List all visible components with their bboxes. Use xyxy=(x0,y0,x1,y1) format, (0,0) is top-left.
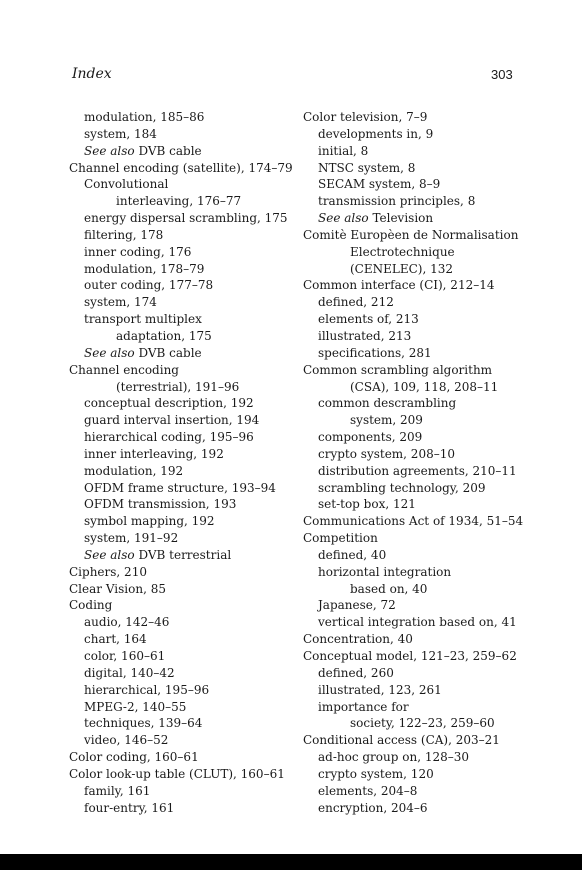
index-entry xyxy=(69,160,291,177)
index-entry xyxy=(69,564,291,581)
bottom-bar xyxy=(0,854,582,870)
index-entry xyxy=(303,294,543,311)
index-entry xyxy=(69,631,291,648)
index-entry-text: modulation, 178–79 xyxy=(84,261,205,276)
index-entry-text: Color coding, 160–61 xyxy=(69,750,199,765)
index-entry xyxy=(69,345,291,362)
index-entry xyxy=(303,143,543,160)
index-entry-text: encryption, 204–6 xyxy=(318,800,428,815)
index-entry xyxy=(303,715,543,732)
index-entry-text: based on, 40 xyxy=(350,581,428,596)
index-entry xyxy=(69,395,291,412)
index-entry xyxy=(303,362,543,379)
index-entry-text: MPEG-2, 140–55 xyxy=(84,699,187,714)
index-entry-text: DVB terrestrial xyxy=(134,547,232,562)
index-entry-text: elements, 204–8 xyxy=(318,783,418,798)
index-entry xyxy=(303,564,543,581)
index-entry-text: guard interval insertion, 194 xyxy=(84,413,260,428)
index-entry xyxy=(69,513,291,530)
index-entry xyxy=(303,412,543,429)
index-entry-text: components, 209 xyxy=(318,430,423,445)
index-entry-text: set-top box, 121 xyxy=(318,497,416,512)
index-entry-text: hierarchical, 195–96 xyxy=(84,682,210,697)
index-entry-text: Communications Act of 1934, 51–54 xyxy=(303,514,524,529)
index-entry xyxy=(303,783,543,800)
index-entry xyxy=(69,429,291,446)
index-entry xyxy=(69,597,291,614)
index-entry xyxy=(303,648,543,665)
running-header-title: Index xyxy=(72,66,112,82)
index-entry xyxy=(69,176,291,193)
index-entry xyxy=(303,244,543,261)
index-entry-text: system, 191–92 xyxy=(84,531,179,546)
index-entry xyxy=(69,362,291,379)
index-entry-text: audio, 142–46 xyxy=(84,615,170,630)
index-entry xyxy=(303,160,543,177)
index-entry xyxy=(69,699,291,716)
index-entry xyxy=(69,530,291,547)
see-also-label: See also xyxy=(84,345,135,360)
index-entry-text: Comitè Europèen de Normalisation xyxy=(303,227,519,242)
index-entry xyxy=(69,412,291,429)
index-entry xyxy=(69,328,291,345)
see-also-label: See also xyxy=(318,211,369,226)
index-entry-text: Conceptual model, 121–23, 259–62 xyxy=(303,649,517,663)
index-entry-text: filtering, 178 xyxy=(84,227,164,242)
index-entry xyxy=(303,379,543,396)
index-entry-text: defined, 260 xyxy=(318,665,394,680)
index-column-left xyxy=(69,109,291,816)
index-entry xyxy=(69,648,291,665)
index-entry xyxy=(303,766,543,783)
index-entry xyxy=(303,395,543,412)
index-entry-text: defined, 212 xyxy=(318,295,394,310)
index-entry xyxy=(69,783,291,800)
index-entry-text: scrambling technology, 209 xyxy=(318,480,486,495)
index-entry xyxy=(69,749,291,766)
index-entry-text: (terrestrial), 191–96 xyxy=(116,379,240,394)
index-entry-text: horizontal integration xyxy=(318,564,452,579)
index-entry-text: system, 184 xyxy=(84,126,157,141)
index-entry-text: inner coding, 176 xyxy=(84,244,192,259)
index-entry xyxy=(69,614,291,631)
index-entry-text: DVB cable xyxy=(134,143,202,158)
index-entry xyxy=(69,109,291,126)
index-entry xyxy=(303,345,543,362)
index-entry-text: video, 146–52 xyxy=(84,733,169,748)
index-entry xyxy=(69,547,291,564)
index-entry-text: Concentration, 40 xyxy=(303,632,413,647)
index-entry-text: vertical integration based on, 41 xyxy=(318,615,517,630)
index-entry xyxy=(69,766,291,783)
index-entry xyxy=(69,800,291,817)
index-entry-text: SECAM system, 8–9 xyxy=(318,177,441,192)
index-entry xyxy=(303,732,543,749)
index-entry xyxy=(69,210,291,227)
page-number: 303 xyxy=(491,67,513,82)
index-entry-text: Electrotechnique xyxy=(350,244,455,259)
index-entry xyxy=(303,463,543,480)
index-entry xyxy=(303,496,543,513)
index-entry xyxy=(303,665,543,682)
index-column-right xyxy=(303,109,543,816)
index-entry xyxy=(69,446,291,463)
index-entry xyxy=(303,261,543,278)
index-entry-text: initial, 8 xyxy=(318,143,369,158)
index-entry xyxy=(69,581,291,598)
index-entry xyxy=(303,193,543,210)
index-entry xyxy=(303,311,543,328)
index-entry xyxy=(69,379,291,396)
index-entry-text: techniques, 139–64 xyxy=(84,716,203,731)
index-entry xyxy=(69,665,291,682)
index-entry-text: digital, 140–42 xyxy=(84,665,175,680)
index-entry-text: OFDM frame structure, 193–94 xyxy=(84,480,276,495)
index-entry-text: illustrated, 123, 261 xyxy=(318,682,442,697)
index-entry xyxy=(303,699,543,716)
index-entry xyxy=(303,446,543,463)
index-entry-text: distribution agreements, 210–11 xyxy=(318,463,517,478)
index-entry-text: (CENELEC), 132 xyxy=(350,261,454,276)
index-entry-text: importance for xyxy=(318,699,409,714)
index-entry-text: Clear Vision, 85 xyxy=(69,581,166,596)
index-entry xyxy=(303,800,543,817)
index-entry xyxy=(303,749,543,766)
index-entry-text: ad-hoc group on, 128–30 xyxy=(318,750,470,765)
index-entry-text: chart, 164 xyxy=(84,632,147,647)
index-entry xyxy=(69,496,291,513)
index-entry-text: society, 122–23, 259–60 xyxy=(350,716,495,731)
index-entry xyxy=(303,227,543,244)
index-entry-text: DVB cable xyxy=(134,345,202,360)
index-entry-text: adaptation, 175 xyxy=(116,328,212,343)
index-entry xyxy=(303,682,543,699)
index-entry-text: Conditional access (CA), 203–21 xyxy=(303,733,500,748)
index-entry-text: energy dispersal scrambling, 175 xyxy=(84,211,288,226)
index-entry-text: Japanese, 72 xyxy=(318,598,396,613)
index-entry xyxy=(303,277,543,294)
index-entry-text: modulation, 192 xyxy=(84,463,184,478)
see-also-label: See also xyxy=(84,143,135,158)
index-entry xyxy=(69,480,291,497)
index-entry-text: OFDM transmission, 193 xyxy=(84,497,237,512)
index-entry-text: Coding xyxy=(69,598,113,613)
index-entry xyxy=(303,429,543,446)
index-entry xyxy=(303,176,543,193)
index-entry-text: Channel encoding xyxy=(69,362,179,377)
index-entry-text: Color television, 7–9 xyxy=(303,110,428,124)
index-entry xyxy=(303,210,543,227)
index-entry xyxy=(69,143,291,160)
index-entry-text: hierarchical coding, 195–96 xyxy=(84,430,254,445)
index-entry-text: transmission principles, 8 xyxy=(318,194,476,209)
index-entry-text: symbol mapping, 192 xyxy=(84,514,215,529)
index-entry-text: Channel encoding (satellite), 174–79 xyxy=(69,160,293,175)
index-entry xyxy=(69,193,291,210)
index-entry-text: crypto system, 208–10 xyxy=(318,446,455,461)
index-entry xyxy=(69,311,291,328)
index-entry xyxy=(303,328,543,345)
index-entry-text: developments in, 9 xyxy=(318,126,434,141)
index-entry-text: illustrated, 213 xyxy=(318,328,412,343)
index-entry xyxy=(303,480,543,497)
index-entry xyxy=(303,581,543,598)
index-entry-text: Ciphers, 210 xyxy=(69,564,147,579)
index-entry xyxy=(69,682,291,699)
index-entry-text: Television xyxy=(368,211,434,226)
index-entry xyxy=(69,126,291,143)
see-also-label: See also xyxy=(84,547,135,562)
index-entry-text: system, 174 xyxy=(84,295,157,310)
index-entry-text: NTSC system, 8 xyxy=(318,160,416,175)
index-entry-text: Competition xyxy=(303,531,378,546)
index-entry-text: Color look-up table (CLUT), 160–61 xyxy=(69,766,285,781)
index-entry xyxy=(69,277,291,294)
index-entry-text: interleaving, 176–77 xyxy=(116,194,242,209)
index-entry-text: four-entry, 161 xyxy=(84,800,175,815)
index-entry-text: common descrambling xyxy=(318,396,457,411)
index-entry-text: crypto system, 120 xyxy=(318,766,434,781)
index-entry xyxy=(303,126,543,143)
index-entry xyxy=(69,715,291,732)
index-entry xyxy=(303,597,543,614)
index-entry-text: color, 160–61 xyxy=(84,649,166,663)
index-entry-text: transport multiplex xyxy=(84,312,202,327)
index-entry xyxy=(303,109,543,126)
index-entry-text: defined, 40 xyxy=(318,547,387,562)
index-entry xyxy=(69,463,291,480)
index-entry-text: family, 161 xyxy=(84,783,151,798)
index-entry xyxy=(69,227,291,244)
index-entry-text: specifications, 281 xyxy=(318,345,432,360)
index-entry-text: Common scrambling algorithm xyxy=(303,362,493,377)
index-entry xyxy=(303,530,543,547)
index-entry-text: Convolutional xyxy=(84,177,169,192)
index-entry xyxy=(69,732,291,749)
index-entry-text: elements of, 213 xyxy=(318,312,419,327)
index-entry xyxy=(69,294,291,311)
index-entry xyxy=(303,547,543,564)
index-entry xyxy=(303,631,543,648)
index-entry-text: (CSA), 109, 118, 208–11 xyxy=(350,379,499,394)
index-entry-text: inner interleaving, 192 xyxy=(84,446,224,461)
index-entry-text: Common interface (CI), 212–14 xyxy=(303,278,495,293)
index-entry xyxy=(303,513,543,530)
index-entry-text: outer coding, 177–78 xyxy=(84,278,214,293)
index-entry-text: system, 209 xyxy=(350,413,423,428)
index-entry xyxy=(303,614,543,631)
index-entry xyxy=(69,244,291,261)
index-entry xyxy=(69,261,291,278)
index-entry-text: conceptual description, 192 xyxy=(84,396,254,411)
index-entry-text: modulation, 185–86 xyxy=(84,110,205,124)
